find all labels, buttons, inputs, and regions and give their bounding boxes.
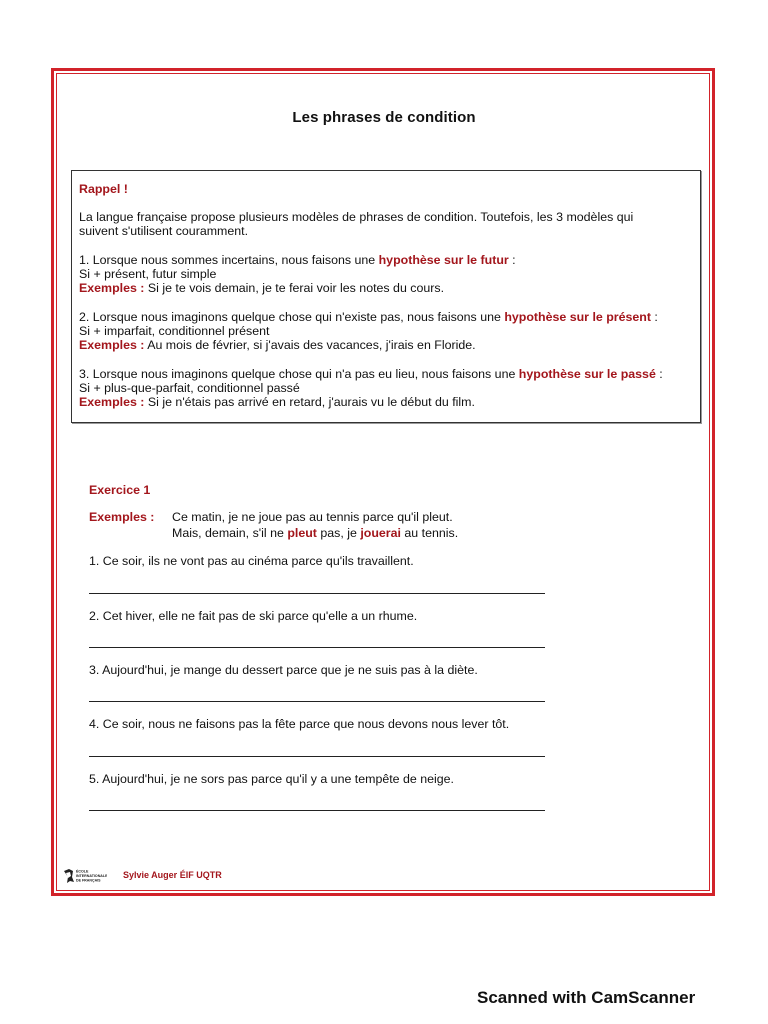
answer-line-4[interactable] xyxy=(89,756,545,757)
rule-3-example: Exemples : Si je n'étais pas arrivé en retard, j'aurais vu le début du film. xyxy=(79,395,475,409)
page-title: Les phrases de condition xyxy=(292,109,476,126)
scanner-watermark: Scanned with CamScanner xyxy=(477,988,696,1007)
question-1: 1. Ce soir, ils ne vont pas au cinéma parce qu'ils travaillent. xyxy=(89,554,414,568)
rule-3-highlight: hypothèse sur le passé xyxy=(518,367,656,381)
rule-3-statement: 3. Lorsque nous imaginons quelque chose qui n'a pas eu lieu, nous faisons une hypothèse sur le passé : xyxy=(79,367,663,381)
rule-1-highlight: hypothèse sur le futur xyxy=(378,253,509,267)
answer-line-5[interactable] xyxy=(89,810,545,811)
answer-line-1[interactable] xyxy=(89,593,545,594)
logo-text-line1: ÉCOLE xyxy=(76,869,89,874)
rappel-heading: Rappel ! xyxy=(79,182,128,196)
exercise-title: Exercice 1 xyxy=(89,483,151,497)
exercise-example-line2: Mais, demain, s'il ne pleut pas, je jouerai au tennis. xyxy=(172,526,459,540)
question-2: 2. Cet hiver, elle ne fait pas de ski parce qu'elle a un rhume. xyxy=(89,609,418,623)
question-3: 3. Aujourd'hui, je mange du dessert parce que je ne suis pas à la diète. xyxy=(89,663,478,677)
rappel-intro-line2: suivent s'utilisent couramment. xyxy=(79,224,249,238)
question-4: 4. Ce soir, nous ne faisons pas la fête parce que nous devons nous lever tôt. xyxy=(89,717,510,731)
school-logo-icon xyxy=(63,867,107,885)
answer-line-3[interactable] xyxy=(89,701,545,702)
rule-1-formula: Si + présent, futur simple xyxy=(79,267,217,281)
rule-1-example: Exemples : Si je te vois demain, je te ferai voir les notes du cours. xyxy=(79,281,445,295)
rule-2-example: Exemples : Au mois de février, si j'avais des vacances, j'irais en Floride. xyxy=(79,338,476,352)
rappel-intro-line1: La langue française propose plusieurs modèles de phrases de condition. Toutefois, les 3 modèles qui xyxy=(79,210,634,224)
logo-text-line2: INTERNATIONALE xyxy=(76,874,107,878)
answer-line-2[interactable] xyxy=(89,647,545,648)
question-5: 5. Aujourd'hui, je ne sors pas parce qu'il y a une tempête de neige. xyxy=(89,772,454,786)
rule-3-formula: Si + plus-que-parfait, conditionnel passé xyxy=(79,381,300,395)
rule-2-statement: 2. Lorsque nous imaginons quelque chose qui n'existe pas, nous faisons une hypothèse sur le présent : xyxy=(79,310,658,324)
rule-2-highlight: hypothèse sur le présent xyxy=(504,310,651,324)
logo-text-line3: DE FRANÇAIS xyxy=(76,878,101,883)
footer-author: Sylvie Auger ÉIF UQTR xyxy=(123,870,222,880)
exercise-examples-label: Exemples : xyxy=(89,510,155,524)
rule-1-statement: 1. Lorsque nous sommes incertains, nous faisons une hypothèse sur le futur : xyxy=(79,253,516,267)
rule-2-formula: Si + imparfait, conditionnel présent xyxy=(79,324,270,338)
exercise-example-line1: Ce matin, je ne joue pas au tennis parce qu'il pleut. xyxy=(172,510,453,524)
